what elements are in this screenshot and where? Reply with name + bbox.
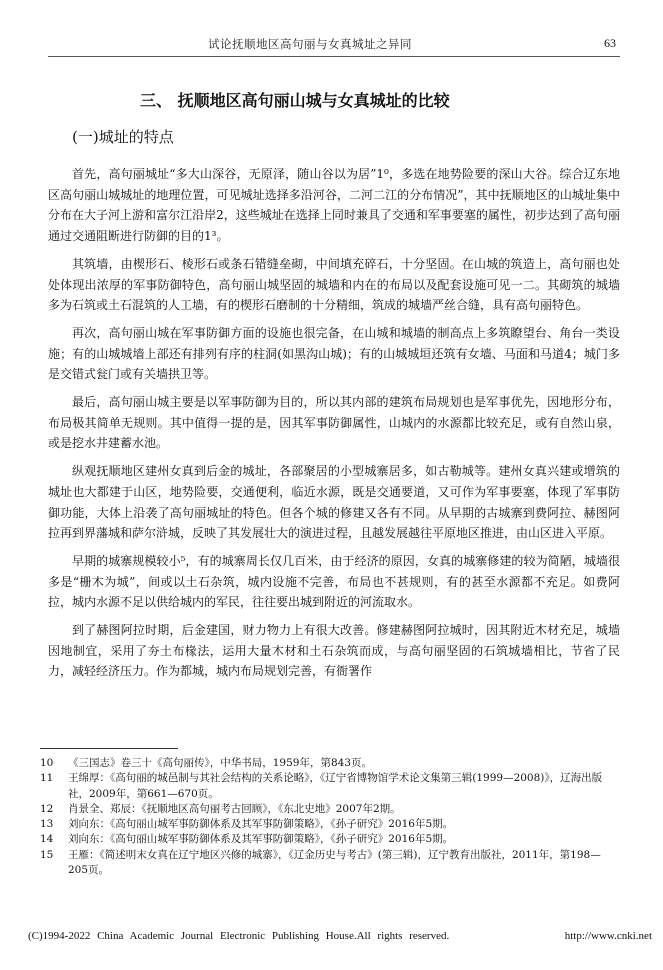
paragraph: 早期的城寨规模较小⁵，有的城寨周长仅几百米，由于经济的原因，女真的城寨修建的较为简陋，城墙很多是“栅木为城”，间或以土石杂筑，城内设施不完善，布局也不甚规则，有的甚至水源都不充足。如费阿拉，城内水源不足以供给城内的军民，往往要出城到附近的河流取水。 [48,553,620,610]
footnote-text: 王绵厚：《高句丽的城邑制与其社会结构的关系论略》，《辽宁省博物馆学术论文集第三辑(1999—2008)》，辽海出版社，2009年，第661—670页。 [68,772,603,800]
subsection-title: (一)城址的特点 [72,128,174,146]
footnote-text: 肖景全、郑辰：《抚顺地区高句丽考古回顾》，《东北史地》2007年2期。 [68,802,401,815]
header-rule [48,56,620,57]
footnote-text: 刘向东：《高句丽山城军事防御体系及其军事防御策略》，《孙子研究》2016年5期。 [68,833,454,846]
copyright-notice [28,930,449,942]
footnote-number: 11 [40,772,54,785]
footnote-text: 《三国志》卷三十《高句丽传》，中华书局，1959年，第843页。 [68,757,373,769]
footnote [40,848,620,879]
footnote-text: 王雁：《简述明末女真在辽宁地区兴修的城寨》，《辽金历史与考古》(第三辑)，辽宁教育出版社，2011年，第198—205页。 [68,848,601,877]
page-number: 63 [604,36,616,50]
running-header [48,36,620,56]
paragraph: 首先，高句丽城址“多大山深谷，无原泽，随山谷以为居”1⁰，多选在地势险要的深山大谷。综合辽东地区高句丽山城城址的地理位置，可见城址选择多沿河谷，二河二江的分布情况”，其中抚顺地区的山城址集中分布在大子河上游和富尔江沿岸2，这些城址在选择上同时兼具了交通和军事要塞的属性，初步达到了高句丽通过交通阻断进行防御的目的1³。 [48,167,620,244]
footnote-rule [40,748,178,749]
footnote-number: 10 [40,757,54,769]
footnote-number: 13 [40,818,54,831]
paragraph: 其筑墙，由楔形石、棱形石或条石错缝垒砌，中间填充碎石，十分坚固。在山城的筑造上，高句丽也处处体现出浓厚的军事防御特色，高句丽山城坚固的城墙和内在的布局以及配套设施可见一二。其砌筑的城墙多为石筑或土石混筑的人工墙，有的楔形石磨制的十分精细，筑成的城墙严丝合缝，具有高句丽特色。 [48,256,620,313]
footnotes [40,756,620,878]
footnote-number: 15 [40,848,54,861]
footnote [40,817,620,832]
body-text [48,164,620,689]
footnote-text: 刘向东：《高句丽山城军事防御体系及其军事防御策略》，《孙子研究》2016年5期。 [68,818,454,831]
footnote-number: 14 [40,833,54,846]
footnote [40,832,620,847]
copyright-rights: All rights reserved. [356,930,450,942]
running-title: 试论抚顺地区高句丽与女真城址之异同 [208,37,412,51]
footnote [40,802,620,817]
footnote [40,756,620,771]
copyright-line [28,930,652,942]
footnote-number: 12 [40,802,54,815]
copyright-publisher: (C)1994-2022 China Academic Journal Electronic Publishing House. [28,930,357,942]
footnote [40,771,620,802]
paragraph: 纵观抚顺地区建州女真到后金的城址，各部聚居的小型城寨居多，如古勒城等。建州女真兴建或增筑的城址也大都建于山区，地势险要，交通便利，临近水源，既是交通要道，又可作为军事要塞，体现了军事防御功能，大体上沿袭了高句丽城址的特色。但各个城的修建又各有不同。从早期的古城寨到费阿拉、赫图阿拉再到界藩城和萨尔浒城，反映了其发展壮大的演进过程，且越发展越往平原地区推进，由山区进入平原。 [48,464,620,541]
paragraph: 再次，高句丽山城在军事防御方面的设施也很完备，在山城和城墙的制高点上多筑瞭望台、角台一类设施；有的山城城墙上部还有排列有序的柱洞(如黑沟山城)；有的山城城垣还筑有女墙、马面和马道4；城门多是交错式瓮门或有关墙拱卫等。 [48,325,620,382]
paragraph: 最后，高句丽山城主要是以军事防御为目的，所以其内部的建筑布局规划也是军事优先，因地形分布，布局极其简单无规则。其中值得一提的是，因其军事防御属性，山城内的水源都比较充足，或有自然山泉，或是挖水井建蓄水池。 [48,395,620,451]
section-title: 三、 抚顺地区高句丽山城与女真城址的比较 [140,91,450,110]
paragraph: 到了赫图阿拉时期，后金建国，财力物力上有很大改善。修建赫图阿拉城时，因其附近木材充足，城墙因地制宜，采用了夯土布椽法，运用大量木材和土石杂筑而成，与高句丽坚固的石筑城墙相比，节省了民力，减轻经济压力。作为都城，城内布局规划完善，有衙署作 [48,623,620,679]
cnki-url: http://www.cnki.net [564,930,652,942]
